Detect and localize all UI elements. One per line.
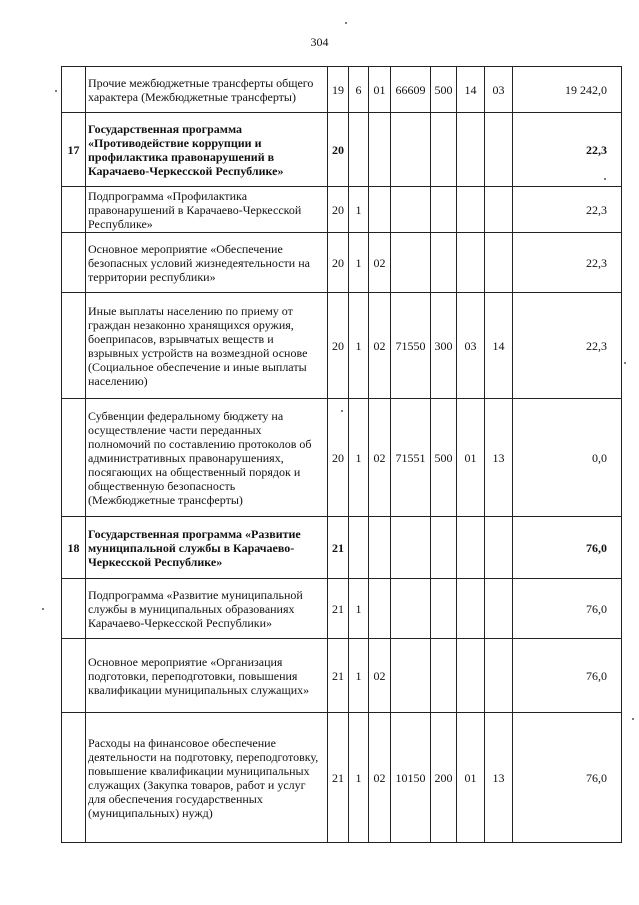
code-program: 21	[328, 517, 349, 579]
code-subprogram	[349, 517, 369, 579]
code-direction	[391, 113, 431, 187]
code-expense-type: 500	[431, 67, 457, 113]
table-row	[62, 639, 622, 713]
budget-table	[61, 66, 622, 843]
code-program: 20	[328, 187, 349, 233]
code-event	[369, 517, 391, 579]
code-event: 02	[369, 713, 391, 843]
table-row	[62, 233, 622, 293]
row-amount: 22,3	[513, 233, 622, 293]
row-amount: 0,0	[513, 399, 622, 517]
scan-speck	[632, 718, 634, 720]
scan-speck	[345, 22, 347, 24]
code-expense-type: 200	[431, 713, 457, 843]
row-name: Государственная программа «Противодействие коррупции и профилактика правонарушений в Карачаево-Черкесской Республике»	[86, 113, 328, 187]
row-name: Иные выплаты населению по приему от граждан незаконно хранящихся оружия, боеприпасов, взрывчатых веществ и взрывных устройств на возмездной основе (Социальное обеспечение и иные выплаты населению)	[86, 293, 328, 399]
row-number	[62, 67, 86, 113]
code-subsection	[485, 579, 513, 639]
scan-speck	[624, 362, 626, 364]
code-direction: 66609	[391, 67, 431, 113]
code-expense-type	[431, 639, 457, 713]
code-expense-type	[431, 113, 457, 187]
code-direction	[391, 579, 431, 639]
table-row	[62, 293, 622, 399]
code-section	[457, 187, 485, 233]
code-event: 02	[369, 399, 391, 517]
row-amount: 76,0	[513, 579, 622, 639]
code-subsection	[485, 639, 513, 713]
code-subprogram: 6	[349, 67, 369, 113]
code-program: 19	[328, 67, 349, 113]
row-number	[62, 579, 86, 639]
scan-speck	[341, 410, 343, 412]
code-subprogram: 1	[349, 293, 369, 399]
row-name: Государственная программа «Развитие муниципальной службы в Карачаево-Черкесской Республике»	[86, 517, 328, 579]
code-program: 20	[328, 399, 349, 517]
code-section: 14	[457, 67, 485, 113]
table-row	[62, 713, 622, 843]
code-expense-type: 300	[431, 293, 457, 399]
row-amount: 76,0	[513, 639, 622, 713]
row-amount: 22,3	[513, 293, 622, 399]
code-subsection: 13	[485, 399, 513, 517]
code-direction: 71550	[391, 293, 431, 399]
code-subsection: 03	[485, 67, 513, 113]
scan-speck	[55, 90, 57, 92]
row-number	[62, 639, 86, 713]
row-amount: 22,3	[513, 187, 622, 233]
row-name: Подпрограмма «Развитие муниципальной службы в муниципальных образованиях Карачаево-Черкесской Республики»	[86, 579, 328, 639]
code-direction	[391, 187, 431, 233]
code-program: 20	[328, 293, 349, 399]
code-section: 01	[457, 713, 485, 843]
code-subprogram: 1	[349, 233, 369, 293]
code-direction	[391, 233, 431, 293]
code-subsection	[485, 233, 513, 293]
code-subsection	[485, 187, 513, 233]
table-row	[62, 579, 622, 639]
scan-speck	[604, 178, 606, 180]
code-event	[369, 579, 391, 639]
row-name: Субвенции федеральному бюджету на осуществление части переданных полномочий по составлению протоколов об административных правонарушениях, посягающих на общественный порядок и общественную безопасность (Межбюджетные трансферты)	[86, 399, 328, 517]
code-expense-type	[431, 517, 457, 579]
code-subprogram	[349, 113, 369, 187]
code-program: 21	[328, 713, 349, 843]
row-name: Основное мероприятие «Обеспечение безопасных условий жизнедеятельности на территории республики»	[86, 233, 328, 293]
code-subsection: 14	[485, 293, 513, 399]
code-event: 02	[369, 233, 391, 293]
row-name: Расходы на финансовое обеспечение деятельности на подготовку, переподготовку, повышение квалификации муниципальных служащих (Закупка товаров, работ и услуг для обеспечения государственных (муниципальных) нужд)	[86, 713, 328, 843]
table-row	[62, 187, 622, 233]
row-number	[62, 187, 86, 233]
table-row	[62, 399, 622, 517]
code-section	[457, 517, 485, 579]
code-event: 01	[369, 67, 391, 113]
row-name: Основное мероприятие «Организация подготовки, переподготовки, повышения квалификации муниципальных служащих»	[86, 639, 328, 713]
code-expense-type	[431, 579, 457, 639]
row-amount: 22,3	[513, 113, 622, 187]
code-program: 20	[328, 113, 349, 187]
code-expense-type	[431, 233, 457, 293]
page-number: 304	[310, 35, 329, 49]
row-number	[62, 233, 86, 293]
row-name: Подпрограмма «Профилактика правонарушений в Карачаево-Черкесской Республике»	[86, 187, 328, 233]
row-number	[62, 713, 86, 843]
code-subprogram: 1	[349, 713, 369, 843]
code-subprogram: 1	[349, 187, 369, 233]
row-amount: 19 242,0	[513, 67, 622, 113]
code-subprogram: 1	[349, 639, 369, 713]
row-number: 17	[62, 113, 86, 187]
code-event	[369, 187, 391, 233]
program-row	[62, 517, 622, 579]
code-program: 21	[328, 579, 349, 639]
code-direction	[391, 639, 431, 713]
program-row	[62, 113, 622, 187]
code-direction	[391, 517, 431, 579]
code-expense-type	[431, 187, 457, 233]
code-section	[457, 579, 485, 639]
code-subprogram: 1	[349, 579, 369, 639]
code-subprogram: 1	[349, 399, 369, 517]
code-section: 03	[457, 293, 485, 399]
code-section	[457, 233, 485, 293]
code-direction: 10150	[391, 713, 431, 843]
code-section	[457, 113, 485, 187]
code-event	[369, 113, 391, 187]
code-section	[457, 639, 485, 713]
scan-speck	[42, 608, 44, 610]
row-amount: 76,0	[513, 713, 622, 843]
code-section: 01	[457, 399, 485, 517]
row-name: Прочие межбюджетные трансферты общего характера (Межбюджетные трансферты)	[86, 67, 328, 113]
code-direction: 71551	[391, 399, 431, 517]
code-event: 02	[369, 293, 391, 399]
code-subsection	[485, 113, 513, 187]
code-event: 02	[369, 639, 391, 713]
code-subsection	[485, 517, 513, 579]
row-number: 18	[62, 517, 86, 579]
code-program: 21	[328, 639, 349, 713]
row-amount: 76,0	[513, 517, 622, 579]
code-subsection: 13	[485, 713, 513, 843]
row-number	[62, 293, 86, 399]
code-expense-type: 500	[431, 399, 457, 517]
table-row	[62, 67, 622, 113]
row-number	[62, 399, 86, 517]
code-program: 20	[328, 233, 349, 293]
